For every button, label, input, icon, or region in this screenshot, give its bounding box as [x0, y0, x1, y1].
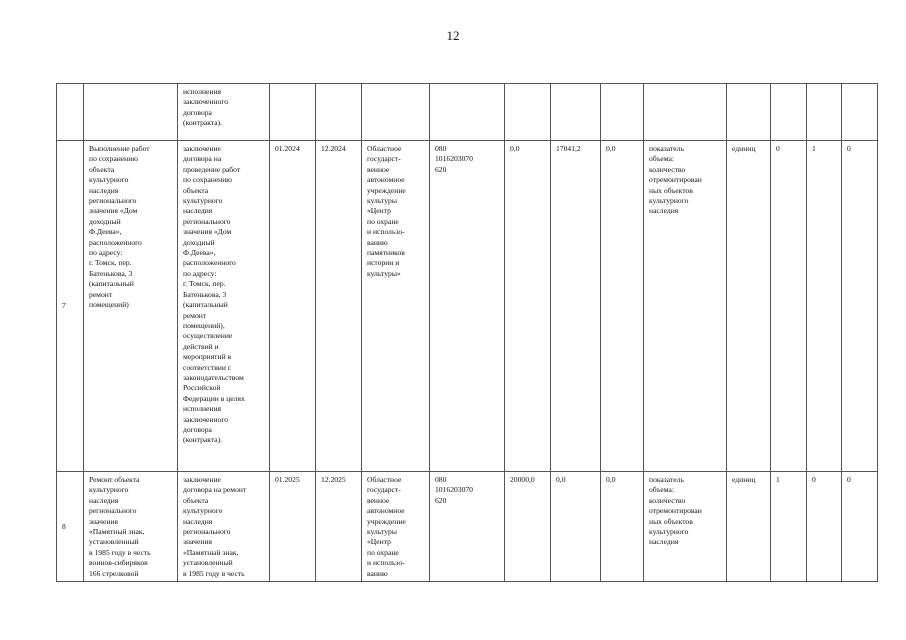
indicator-2-cell: 1	[807, 141, 842, 472]
start-date-cell	[270, 84, 316, 141]
funding-3-cell: 0,0	[601, 472, 644, 582]
indicator-cell	[644, 84, 727, 141]
indicator-2-cell	[807, 84, 842, 141]
unit-cell: единиц	[727, 472, 771, 582]
executor-cell	[362, 84, 430, 141]
page-number: 12	[446, 28, 460, 43]
event-content-cell: заключение договора на ремонт объекта культурного наследия регионального значения «Памятный знак, установленный в 1985 году в честь	[178, 472, 270, 582]
event-content-cell: исполнения заключенного договора (контракта).	[178, 84, 270, 141]
event-content-cell: заключение договора на проведение работ по сохранению объекта культурного наследия регионального значения «Дом доходный Ф.Деева», расположенного по адресу: г. Томск, пер. Батенькова, 3 (капитальный ремонт помещений), осуществление действий и мероприятий в соответствии с законодательством Российской Федерации в целях исполнения заключенного договора (контракта).	[178, 141, 270, 472]
indicator-1-cell	[771, 84, 807, 141]
executor-cell: Областное государст- венное автономное учреждение культуры «Центр по охране и использо- ванию памятников истории и культуры»	[362, 141, 430, 472]
row-number: 8	[57, 472, 84, 582]
unit-cell: единиц	[727, 141, 771, 472]
unit-cell	[727, 84, 771, 141]
indicator-cell: показатель объема: количество отремонтирован ных объектов культурного наследия	[644, 141, 727, 472]
row-number	[57, 84, 84, 141]
start-date-cell: 01.2025	[270, 472, 316, 582]
kbk-cell: 080 1016203070 620	[430, 472, 505, 582]
indicator-cell: показатель объема: количество отремонтирован ных объектов культурного наследия	[644, 472, 727, 582]
event-name-cell: Ремонт объекта культурного наследия регионального значения «Памятный знак, установленный в 1985 году в честь воинов-сибиряков 166 стрелковой	[84, 472, 178, 582]
funding-1-cell: 0,0	[505, 141, 551, 472]
event-name-cell: Выполнение работ по сохранению объекта культурного наследия регионального значения «Дом доходный Ф.Деева», расположенного по адресу: г. Томск, пер. Батенькова, 3 (капитальный ремонт помещений)	[84, 141, 178, 472]
end-date-cell	[316, 84, 362, 141]
table-row	[57, 141, 878, 472]
funding-3-cell: 0,0	[601, 141, 644, 472]
end-date-cell: 12.2024	[316, 141, 362, 472]
table-row	[57, 472, 878, 582]
executor-cell: Областное государст- венное автономное учреждение культуры «Центр по охране и использо- ванию	[362, 472, 430, 582]
funding-3-cell	[601, 84, 644, 141]
kbk-cell	[430, 84, 505, 141]
indicator-3-cell: 0	[842, 472, 878, 582]
funding-2-cell: 0,0	[551, 472, 601, 582]
event-name-cell	[84, 84, 178, 141]
funding-1-cell: 20000,0	[505, 472, 551, 582]
funding-2-cell: 17041,2	[551, 141, 601, 472]
end-date-cell: 12.2025	[316, 472, 362, 582]
indicator-2-cell: 0	[807, 472, 842, 582]
kbk-cell: 080 1016203070 620	[430, 141, 505, 472]
indicator-3-cell: 0	[842, 141, 878, 472]
program-table	[56, 83, 878, 582]
indicator-3-cell	[842, 84, 878, 141]
start-date-cell: 01.2024	[270, 141, 316, 472]
indicator-1-cell: 1	[771, 472, 807, 582]
table-row	[57, 84, 878, 141]
indicator-1-cell: 0	[771, 141, 807, 472]
funding-2-cell	[551, 84, 601, 141]
funding-1-cell	[505, 84, 551, 141]
row-number: 7	[57, 141, 84, 472]
